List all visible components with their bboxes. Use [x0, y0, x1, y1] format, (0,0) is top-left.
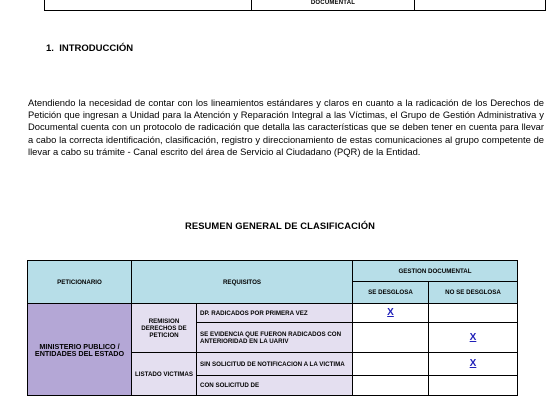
se-desglosa-cell	[353, 323, 429, 353]
header-cell-middle	[252, 0, 415, 10]
header-cell-right	[415, 0, 545, 10]
group-label-remision: REMISION DERECHOS DE PETICION	[132, 304, 197, 353]
header-cell-left	[45, 0, 252, 10]
mark-x-link[interactable]: X	[469, 331, 477, 343]
se-desglosa-cell	[353, 304, 429, 323]
requisito-cell: CON SOLICITUD DE	[197, 376, 353, 396]
se-desglosa-cell	[353, 376, 429, 396]
classification-table	[27, 260, 518, 396]
group-label-listado: LISTADO VICTIMAS	[132, 353, 197, 396]
peticionario-cell: MINISTERIO PUBLICO / ENTIDADES DEL ESTADO	[28, 304, 132, 396]
mark-x-link[interactable]: X	[387, 307, 394, 318]
section-title: INTRODUCCIÓN	[59, 43, 134, 54]
requisito-cell: SIN SOLICITUD DE NOTIFICACION A LA VICTIMA	[197, 353, 353, 376]
header-gestion-documental: GESTION DOCUMENTAL	[353, 261, 518, 282]
table-row	[28, 304, 518, 323]
header-table	[44, 0, 546, 11]
mark-x-link[interactable]: X	[469, 358, 477, 369]
header-requisitos: REQUISITOS	[132, 261, 353, 304]
no-se-desglosa-cell	[429, 353, 518, 376]
no-se-desglosa-cell	[429, 304, 518, 323]
requisito-cell: SE EVIDENCIA QUE FUERON RADICADOS CON ANTERIORIDAD EN LA UARIV	[197, 323, 353, 353]
no-se-desglosa-cell	[429, 376, 518, 396]
header-se-desglosa: SE DESGLOSA	[353, 282, 429, 304]
header-peticionario: PETICIONARIO	[28, 261, 132, 304]
section-number: 1.	[46, 43, 54, 54]
intro-paragraph: Atendiendo la necesidad de contar con los lineamientos estándares y claros en cuanto a la radicación de los Derechos de Petición que ingresan a Unidad para la Atención y Reparación Integral a las Víctimas, el Grupo de Gestión Administrativa y Documental cuenta con un protocolo de radicación que detalla las características que se deben tener en cuenta para llevar a cabo la correcta identificación, clasificación, registro y direccionamiento de estas comunicaciones al grupo competente de llevar a cabo su trámite - Canal escrito del área de Servicio al Ciudadano (PQR) de la Entidad.	[28, 97, 544, 157]
header-no-se-desglosa: NO SE DESGLOSA	[429, 282, 518, 304]
table-header-row	[28, 261, 518, 282]
summary-title: RESUMEN GENERAL DE CLASIFICACIÓN	[184, 220, 376, 231]
header-cell-label: DOCUMENTAL	[310, 0, 356, 6]
no-se-desglosa-cell	[429, 323, 518, 353]
section-heading	[46, 43, 133, 54]
requisito-cell: DP. RADICADOS POR PRIMERA VEZ	[197, 304, 353, 323]
se-desglosa-cell	[353, 353, 429, 376]
